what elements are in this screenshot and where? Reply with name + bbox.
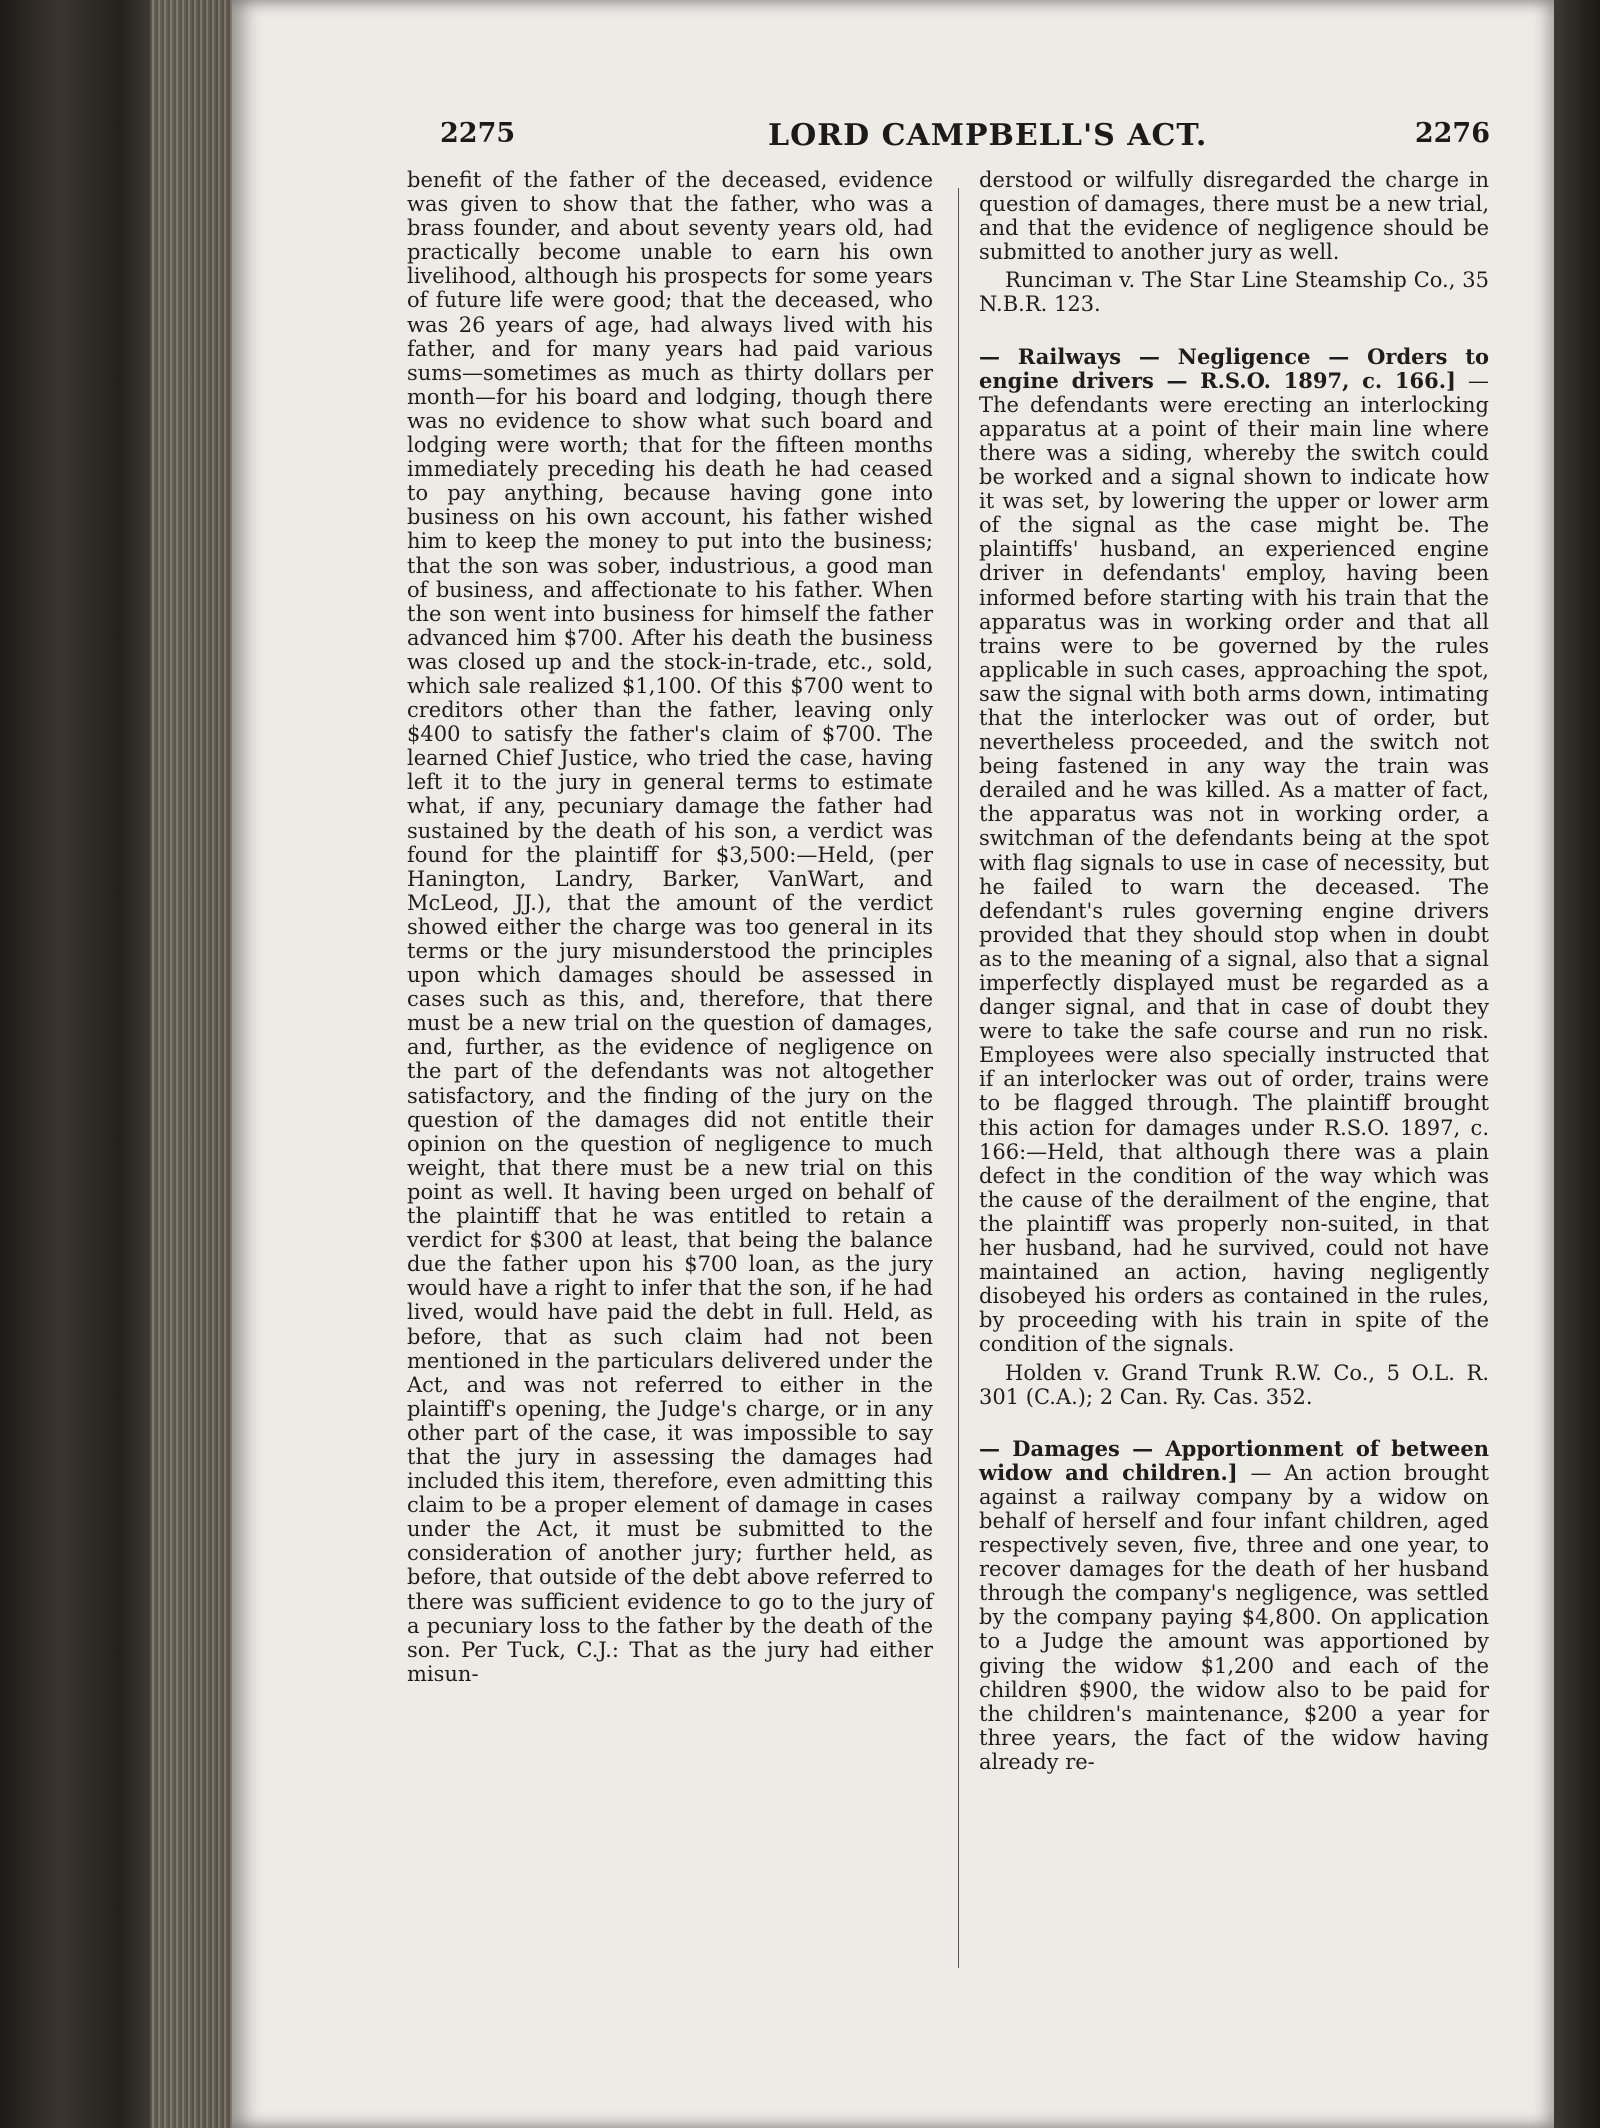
page-number-right: 2276 (1414, 118, 1490, 149)
entry-heading: — Damages — Apportionment of between widow and children.] (979, 1435, 1489, 1485)
right-column (979, 168, 1489, 1774)
left-column (407, 168, 933, 1686)
continuation-paragraph: derstood or wilfully disregarded the charge in question of damages, there must be a new trial, and that the evidence of negligence should be submitted to another jury as well. (979, 168, 1489, 265)
case-citation: Holden v. Grand Trunk R.W. Co., 5 O.L. R. 301 (C.A.); 2 Can. Ry. Cas. 352. (979, 1360, 1489, 1409)
case-citation: Runciman v. The Star Line Steamship Co., 35 N.B.R. 123. (979, 268, 1489, 317)
left-column-text: benefit of the father of the deceased, evidence was given to show that the father, who was a brass founder, and about seventy years old, had practically become unable to earn his own livelihood, although his prospects for some years of future life were good; that the deceased, who was 26 years of age, had always lived with his father, and for many years had paid various sums—sometimes as much as thirty dollars per month—for his board and lodging, though there was no evidence to show what such board and lodging were worth; that for the fifteen months immediately preceding his death he had ceased to pay anything, because having gone into business on his own account, his father wished him to keep the money to put into the business; that the son was sober, industrious, a good man of business, and affectionate to his father. When the son went into business for himself the father advanced him $700. After his death the business was closed up and the stock-in-trade, etc., sold, which sale realized $1,100. Of this $700 went to creditors other than the father, leaving only $400 to satisfy the father's claim of $700. The learned Chief Justice, who tried the case, having left it to the jury in general terms to estimate what, if any, pecuniary damage the father had sustained by the death of his son, a verdict was found for the plaintiff for $3,500:—Held, (per Hanington, Landry, Barker, VanWart, and McLeod, JJ.), that the amount of the verdict showed either the charge was too general in its terms or the jury misunderstood the principles upon which damages should be assessed in cases such as this, and, therefore, that there must be a new trial on the question of damages, and, further, as the evidence of negligence on the part of the defendants was not altogether satisfactory, and the finding of the jury on the question of the damages did not entitle their opinion on the question of negligence to much weight, that there must be a new trial on this point as well. It having been urged on behalf of the plaintiff that he was entitled to retain a verdict for $300 at least, that being the balance due the father upon his $700 loan, as the jury would have a right to infer that the son, if he had lived, would have paid the debt in full. Held, as before, that as such claim had not been mentioned in the particulars delivered under the Act, and was not referred to either in the plaintiff's opening, the Judge's charge, or in any other part of the case, it was impossible to say that the jury in assessing the damages had included this item, therefore, even admitting this claim to be a proper element of damage in cases under the Act, it must be submitted to the consideration of another jury; further held, as before, that outside of the debt above referred to there was sufficient evidence to go to the jury of a pecuniary loss to the father by the death of the son. Per Tuck, C.J.: That as the jury had either misun- (407, 168, 933, 1686)
digest-entry-railways (979, 345, 1489, 1357)
page-number-left: 2275 (440, 118, 516, 149)
running-header (440, 118, 1490, 164)
entry-body: — The defendants were erecting an interlocking apparatus at a point of their main line where there was a siding, whereby the switch could be worked and a signal shown to indicate how it was set, by lowering the upper or lower arm of the signal as the case might be. The plaintiffs' husband, an experienced engine driver in defendants' employ, having been informed before starting with his train that the apparatus was in working order and that all trains were to be governed by the rules applicable in such cases, approaching the spot, saw the signal with both arms down, intimating that the interlocker was out of order, but nevertheless proceeded, and the switch not being fastened in any way the train was derailed and he was killed. As a matter of fact, the apparatus was not in working order, a switchman of the defendants being at the spot with flag signals to use in case of necessity, but he failed to warn the deceased. The defendant's rules governing engine drivers provided that they should stop when in doubt as to the meaning of a signal, also that a signal imperfectly displayed must be regarded as a danger signal, and that in case of doubt they were to take the safe course and run no risk. Employees were also specially instructed that if an interlocker was out of order, trains were to be flagged through. The plaintiff brought this action for damages under R.S.O. 1897, c. 166:—Held, that although there was a plain defect in the condition of the way which was the cause of the derailment of the engine, that the plaintiff was properly non-suited, in that her husband, had he survived, could not have maintained an action, having negligently disobeyed his orders as contained in the rules, by proceeding with his train in spite of the condition of the signals. (979, 368, 1489, 1357)
entry-heading: — Railways — Negligence — Orders to engine drivers — R.S.O. 1897, c. 166.] (979, 343, 1489, 393)
running-title: LORD CAMPBELL'S ACT. (768, 118, 1208, 153)
page-stack-edge (150, 0, 240, 2128)
digest-entry-damages (979, 1437, 1489, 1774)
book-right-edge (1554, 0, 1600, 2128)
column-divider (958, 188, 959, 1968)
entry-body: — An action brought against a railway company by a widow on behalf of herself and four infant children, aged respectively seven, five, three and one year, to recover damages for the death of her husband through the company's negligence, was settled by the company paying $4,800. On application to a Judge the amount was apportioned by giving the widow $1,200 and each of the children $900, the widow also to be paid for the children's maintenance, $200 a year for three years, the fact of the widow having already re- (979, 1460, 1490, 1774)
